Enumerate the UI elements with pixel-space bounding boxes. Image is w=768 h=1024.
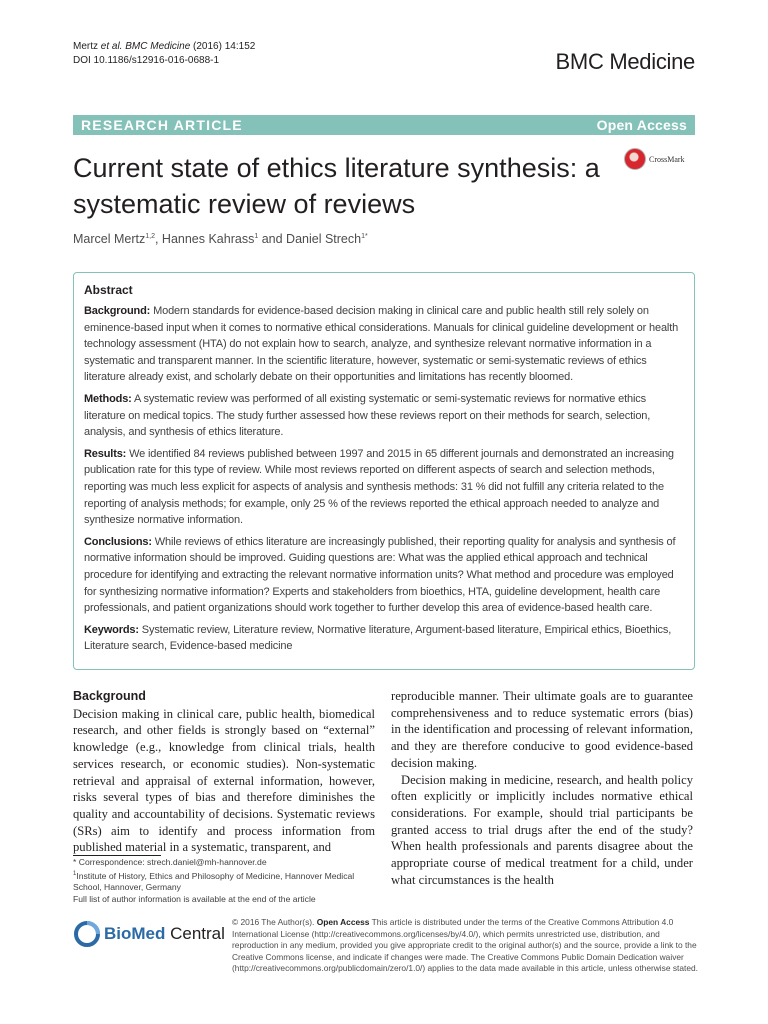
citation-line: Mertz et al. BMC Medicine (2016) 14:152 [73,41,256,52]
abstract-methods: Methods: A systematic review was performed of all existing systematic or semi-systematic reviews for normative ethics literature on medical topics. The study further assessed how these reviews report on their methods for search, selection, analysis, and synthesis of ethics literature. [84,392,651,439]
citation-block [73,40,255,68]
abstract-heading: Abstract [84,283,133,297]
crossmark-icon [624,148,646,170]
correspondence-note: * Correspondence: strech.daniel@mh-hannover.de [73,857,267,867]
journal-brand: BMC Medicine [555,49,695,74]
abstract-conclusions: Conclusions: While reviews of ethics literature are increasingly published, their reporting quality for analysis and synthesis of normative information should be improved. Guiding questions are: What was the applied ethical approach and technical procedure for identifying and extracting the relevant normative information units? What method and procedure was employed for synthesizing normative information? Experts and stakeholders from bioethics, HTA, guideline development, health care professionals, and patient organizations should work together to further develop this area of evidence-based health care. [84,535,676,615]
footnote-divider [73,855,161,856]
crossmark-label: CrossMark [649,154,685,164]
affiliation-note: $^1$Institute of History, Ethics and Philosophy of Medicine, Hannover Medical School, Hannover, Germany [73,870,355,893]
doi-line: DOI 10.1186/s12916-016-0688-1 [73,55,220,66]
license-statement: © 2016 The Author(s). Open Access This article is distributed under the terms of the Creative Commons Attribution 4.0 International License (http://creativecommons.org/licenses/by/4.0/), which permits unrestricted use, distribution, and reproduction in any medium, provided you give appropriate credit to the original author(s) and the source, provide a link to the Creative Commons license, and indicate if changes were made. The Creative Commons Public Domain Dedication waiver (http://creativecommons.org/publicdomain/zero/1.0/) applies to the data made available in this article, unless otherwise stated. [232,917,698,974]
body-paragraph: reproducible manner. Their ultimate goals are to guarantee comprehensiveness and to reduce systematic errors (bias) in the identification and processing of relevant information, and they are therefore conducive to good evidence-based decision making. [391,689,693,770]
biomed-swirl-icon [73,920,101,948]
body-paragraph: Decision making in clinical care, public health, biomedical research, and other fields is strongly based on “external” knowledge (e.g., knowledge from clinical trials, health services research, or economic studies). Non-systematic retrieval and appraisal of external information, however, risks several types of bias and therefore diminishes the quality and accountability of decisions. Systematic reviews (SRs) aim to identify and process information from published material in a systematic, transparent, and [73,706,375,855]
article-title: Current state of ethics literature synthesis: a systematic review of reviews [73,153,600,219]
open-access-label: Open Access [596,117,687,133]
article-type-label: RESEARCH ARTICLE [81,117,243,133]
author-list: Marcel Mertz$^{1,2}$, Hannes Kahrass$^1$ and Daniel Strech$^{1*}$ [73,232,368,246]
article-type-banner [73,115,695,135]
biomed-central-logo: BioMed Central [73,920,225,948]
body-column-left [73,688,375,856]
abstract-box [73,272,695,670]
body-paragraph: Decision making in medicine, research, and health policy often explicitly or implicitly includes normative ethical considerations. For example, should trial participants be granted access to trial drugs after the end of the study? When health professionals and parents disagree about the appropriate course of medical treatment for a child, under what circumstances is the health [391,772,693,887]
abstract-background: Background: Modern standards for evidence-based decision making in clinical care and public health still rely solely on eminence-based input when it comes to normative ethical considerations. Manuals for clinical guideline development or health technology assessment (HTA) do not explain how to search, analyze, and synthesize relevant normative information in a systematic and transparent manner. In the scientific literature, however, systematic or semi-systematic reviews of ethics literature already exist, and scholarly debate on their opportunities and limitations has recently bloomed. [84,305,679,384]
author-info-note: Full list of author information is available at the end of the article [73,893,316,904]
body-column-right [391,688,693,888]
citation-journal: et al. BMC Medicine [100,41,191,52]
abstract-results: Results: We identified 84 reviews published between 1997 and 2015 in 65 different journals and demonstrated an increasing publication rate for this type of review. While most reviews reported on different aspects of search and selection methods, reporting was much less explicit for aspects of analysis and synthesis methods: 31 % did not fulfill any criteria related to the reporting of analysis methods; for example, only 25 % of the reviews reported the ethical approach needed to analyze and synthesize normative information. [84,447,674,527]
background-heading: Background [73,689,146,703]
footnotes [73,857,375,905]
abstract-keywords: Keywords: Systematic review, Literature review, Normative literature, Argument-based literature, Empirical ethics, Bioethics, Literature search, Evidence-based medicine [84,623,672,653]
crossmark-badge[interactable] [624,146,704,172]
